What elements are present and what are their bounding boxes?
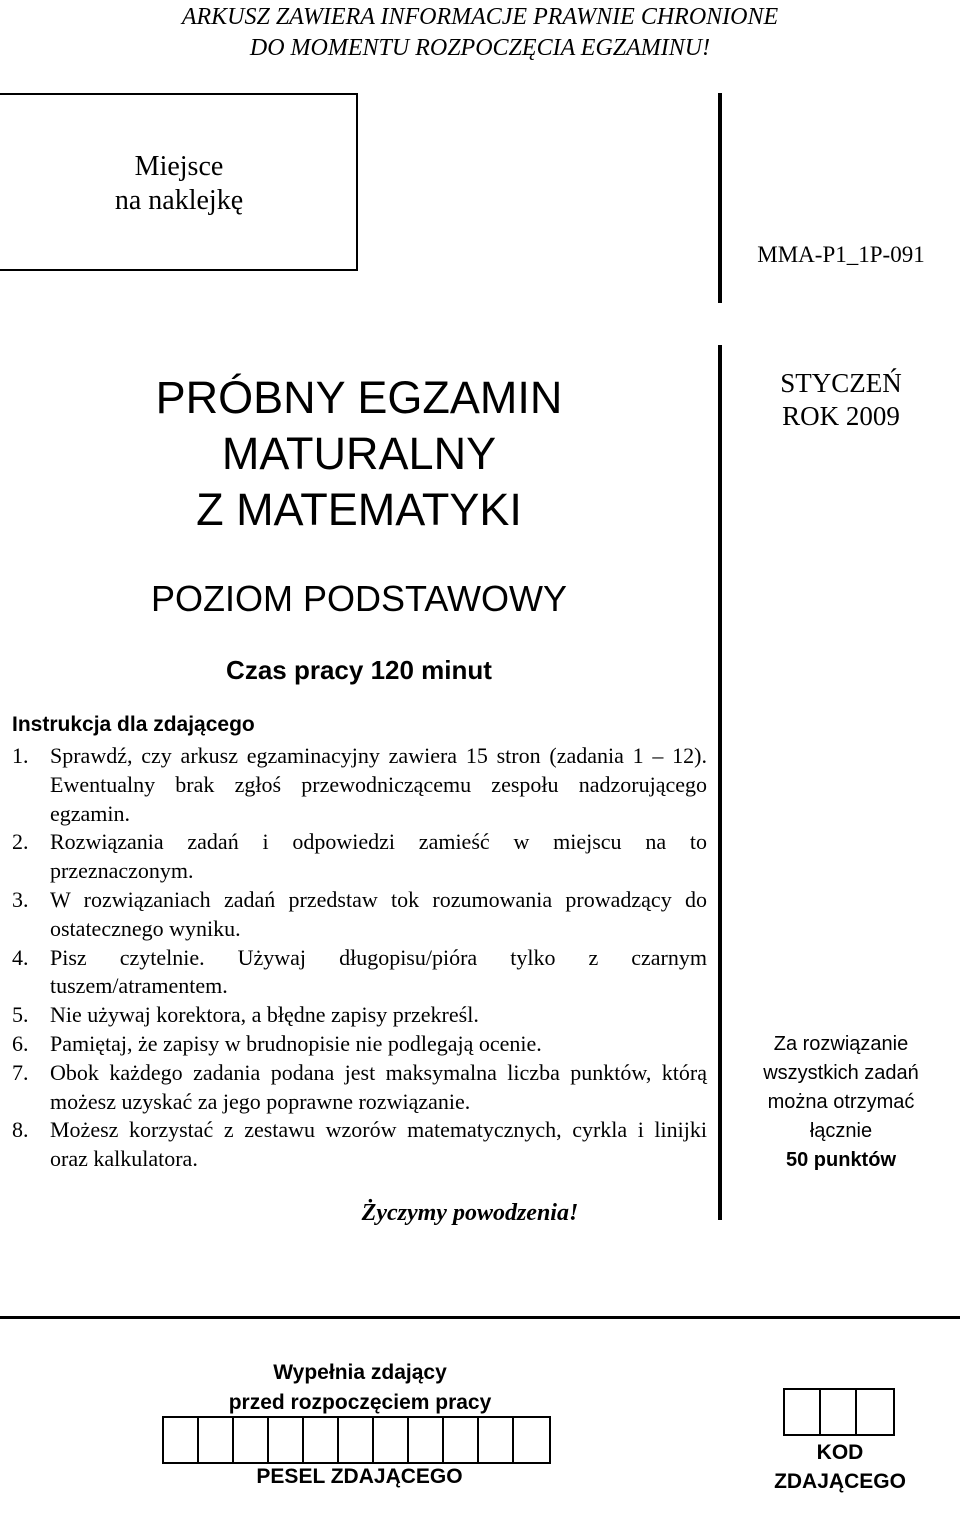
warning-line-2: DO MOMENTU ROZPOCZĘCIA EGZAMINU! <box>249 35 711 61</box>
sticker-line-2: na naklejkę <box>114 185 244 216</box>
instructions-heading: Instrukcja dla zdającego <box>12 713 255 736</box>
exam-level: POZIOM PODSTAWOWY <box>151 578 567 619</box>
exam-date <box>722 367 960 433</box>
exam-year: ROK 2009 <box>782 401 900 431</box>
kod-line-2: ZDAJĄCEGO <box>774 1470 906 1493</box>
item-text: Możesz korzystać z zestawu wzorów matematycznych, cyrkla i linijki oraz kalkulatora. <box>50 1117 707 1172</box>
code-digit-cell[interactable] <box>857 1390 893 1434</box>
list-item <box>12 1030 707 1059</box>
pesel-digit-cell[interactable] <box>164 1418 199 1462</box>
exam-time: Czas pracy 120 minut <box>226 655 492 685</box>
pesel-digit-cell[interactable] <box>479 1418 514 1462</box>
item-number: 5. <box>12 1002 29 1028</box>
points-line-3: można otrzymać <box>767 1091 915 1113</box>
item-number: 7. <box>12 1059 29 1085</box>
pesel-digit-cell[interactable] <box>409 1418 444 1462</box>
item-text: Sprawdź, czy arkusz egzaminacyjny zawiera 15 stron (zadania 1 – 12). Ewentualny brak zgłoś przewodniczącemu zespołu nadzorującego egzamin. <box>50 743 707 826</box>
item-text: Nie używaj korektora, a błędne zapisy przekreśl. <box>50 1002 479 1028</box>
sticker-line-1: Miejsce <box>134 151 224 182</box>
title-line-2: MATURALNY <box>221 428 497 479</box>
fill-line-1: Wypełnia zdający <box>273 1361 447 1384</box>
list-item <box>12 828 707 886</box>
good-luck-message: Życzymy powodzenia! <box>361 1200 579 1226</box>
pesel-label: PESEL ZDAJĄCEGO <box>256 1465 463 1488</box>
confidentiality-warning <box>0 2 960 64</box>
item-number: 3. <box>12 886 29 912</box>
instructions-list <box>12 742 707 1174</box>
list-item <box>12 1116 707 1174</box>
item-number: 8. <box>12 1117 29 1143</box>
fill-line-2: przed rozpoczęciem pracy <box>228 1391 492 1414</box>
list-item <box>12 1001 707 1030</box>
exam-code: MMA-P1_1P-091 <box>757 242 925 267</box>
list-item <box>12 944 707 1002</box>
code-digit-cell[interactable] <box>821 1390 857 1434</box>
points-line-2: wszystkich zadań <box>763 1062 919 1084</box>
sticker-label <box>0 150 358 218</box>
title-line-3: Z MATEMATYKI <box>196 484 522 535</box>
list-item <box>12 886 707 944</box>
pesel-digit-cell[interactable] <box>269 1418 304 1462</box>
pesel-digit-cell[interactable] <box>514 1418 549 1462</box>
points-total: 50 punktów <box>785 1149 896 1171</box>
exam-month: STYCZEŃ <box>780 368 902 398</box>
pesel-input-grid[interactable] <box>162 1416 551 1464</box>
pesel-digit-cell[interactable] <box>304 1418 339 1462</box>
points-line-1: Za rozwiązanie <box>773 1033 909 1055</box>
code-digit-cell[interactable] <box>785 1390 821 1434</box>
pesel-digit-cell[interactable] <box>234 1418 269 1462</box>
pesel-digit-cell[interactable] <box>444 1418 479 1462</box>
candidate-code-input-grid[interactable] <box>783 1388 895 1436</box>
item-number: 6. <box>12 1030 29 1056</box>
item-number: 2. <box>12 829 29 855</box>
candidate-code-label <box>740 1438 940 1496</box>
item-text: W rozwiązaniach zadań przedstaw tok rozumowania prowadzący do ostatecznego wyniku. <box>50 886 707 941</box>
pesel-digit-cell[interactable] <box>339 1418 374 1462</box>
pesel-digit-cell[interactable] <box>374 1418 409 1462</box>
exam-title <box>0 370 718 538</box>
item-text: Obok każdego zadania podana jest maksymalna liczba punktów, którą możesz uzyskać za jego poprawne rozwiązanie. <box>50 1059 707 1114</box>
pesel-digit-cell[interactable] <box>199 1418 234 1462</box>
kod-line-1: KOD <box>816 1441 864 1464</box>
item-text: Pamiętaj, że zapisy w brudnopisie nie podlegają ocenie. <box>50 1030 542 1056</box>
points-info <box>722 1030 960 1175</box>
item-number: 4. <box>12 944 29 970</box>
list-item <box>12 1059 707 1117</box>
warning-line-1: ARKUSZ ZAWIERA INFORMACJE PRAWNIE CHRONIONE <box>181 4 779 30</box>
item-text: Pisz czytelnie. Używaj długopisu/pióra tylko z czarnym tuszem/atramentem. <box>50 944 707 999</box>
title-line-1: PRÓBNY EGZAMIN <box>155 372 563 423</box>
item-number: 1. <box>12 743 29 768</box>
list-item <box>12 742 707 828</box>
divider-line-top <box>718 93 722 303</box>
item-text: Rozwiązania zadań i odpowiedzi zamieść w miejscu na to przeznaczonym. <box>50 829 707 884</box>
fill-instruction <box>170 1358 550 1418</box>
points-line-4: łącznie <box>809 1120 873 1142</box>
